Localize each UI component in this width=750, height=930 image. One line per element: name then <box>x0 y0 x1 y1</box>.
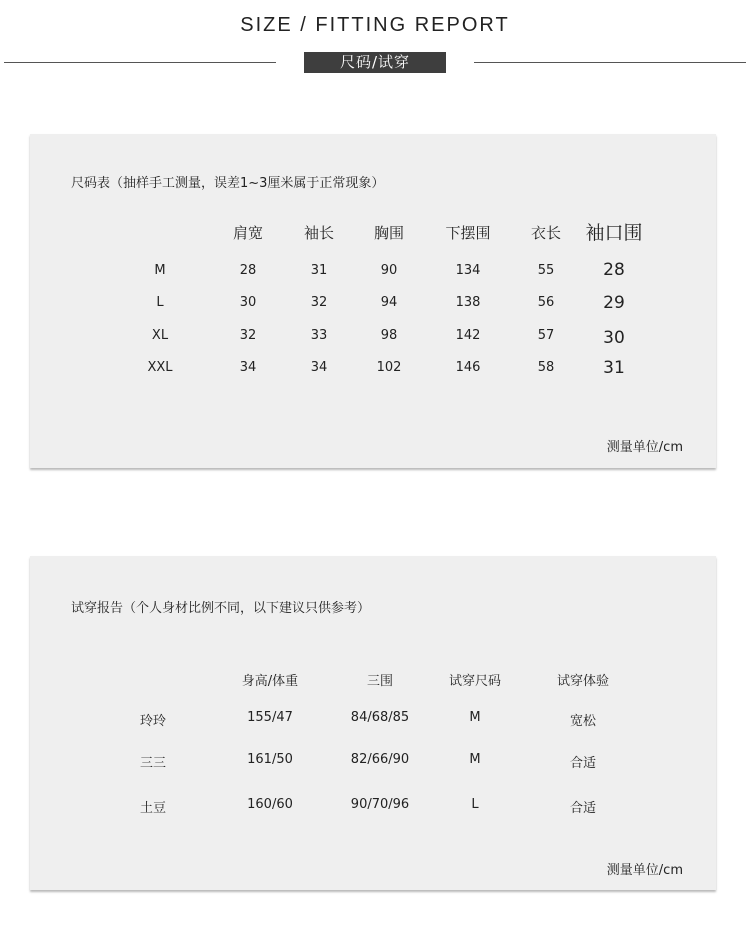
fitting-report-panel <box>30 556 716 890</box>
size-chart-cell: 94 <box>380 295 398 310</box>
size-chart-cell: 57 <box>537 328 555 343</box>
size-chart-row-label: L <box>156 295 164 310</box>
size-chart-cell: 98 <box>380 328 398 343</box>
page-title: SIZE / FITTING REPORT <box>240 14 510 36</box>
fitting-report-cell: 合适 <box>569 801 597 816</box>
size-chart-cell: 55 <box>537 263 555 278</box>
fitting-report-row-label: 土豆 <box>139 801 167 816</box>
size-chart-cell: 28 <box>239 263 257 278</box>
size-chart-cell: 29 <box>603 293 625 313</box>
size-chart-cell: 56 <box>537 295 555 310</box>
fitting-report-cell: 90/70/96 <box>350 797 410 812</box>
size-chart-cell: 32 <box>310 295 328 310</box>
fitting-report-cell: 宽松 <box>569 714 597 729</box>
section-tag: 尺码/试穿 <box>304 52 446 73</box>
size-chart-column-header: 袖长 <box>303 224 335 242</box>
header-divider-left <box>4 62 276 63</box>
fitting-report-row-label: 玲玲 <box>139 714 167 729</box>
fitting-report-row-label: 三三 <box>139 756 167 771</box>
fitting-report-cell: 160/60 <box>247 797 293 812</box>
size-chart-title: 尺码表（抽样手工测量，误差1~3厘米属于正常现象） <box>71 176 385 191</box>
size-chart-cell: 31 <box>603 358 625 378</box>
size-chart-column-header: 肩宽 <box>232 224 264 242</box>
header-divider-right <box>474 62 746 63</box>
fitting-report-cell: 合适 <box>569 756 597 771</box>
size-chart-cell: 34 <box>310 360 328 375</box>
size-chart-cell: 58 <box>537 360 555 375</box>
fitting-report-column-header: 三围 <box>366 674 394 689</box>
fitting-report-cell: L <box>471 797 479 812</box>
fitting-report-cell: 84/68/85 <box>350 710 410 725</box>
fitting-report-cell: 82/66/90 <box>350 752 410 767</box>
size-chart-unit: 测量单位/cm <box>606 440 683 455</box>
size-chart-column-header: 袖口围 <box>585 222 643 244</box>
size-chart-cell: 90 <box>380 263 398 278</box>
size-chart-cell: 31 <box>310 263 328 278</box>
size-chart-cell: 142 <box>455 328 481 343</box>
fitting-report-cell: M <box>469 752 481 767</box>
size-chart-cell: 138 <box>455 295 481 310</box>
size-chart-cell: 30 <box>239 295 257 310</box>
size-chart-cell: 33 <box>310 328 328 343</box>
fitting-report-cell: 155/47 <box>247 710 293 725</box>
size-chart-cell: 32 <box>239 328 257 343</box>
fitting-report-title: 试穿报告（个人身材比例不同，以下建议只供参考） <box>71 601 371 616</box>
fitting-report-cell: 161/50 <box>247 752 293 767</box>
size-chart-cell: 34 <box>239 360 257 375</box>
size-chart-row-label: XXL <box>147 360 173 375</box>
fitting-report-unit: 测量单位/cm <box>606 863 683 878</box>
size-chart-row-label: XL <box>151 328 169 343</box>
size-chart-cell: 102 <box>376 360 402 375</box>
size-chart-cell: 30 <box>603 328 625 348</box>
size-chart-panel <box>30 134 716 468</box>
fitting-report-column-header: 身高/体重 <box>241 674 299 689</box>
fitting-report-column-header: 试穿体验 <box>556 674 610 689</box>
size-chart-column-header: 衣长 <box>530 224 562 242</box>
size-chart-cell: 146 <box>455 360 481 375</box>
size-chart-row-label: M <box>154 263 166 278</box>
size-chart-cell: 28 <box>603 260 625 280</box>
size-chart-cell: 134 <box>455 263 481 278</box>
size-chart-column-header: 下摆围 <box>445 224 491 242</box>
size-chart-column-header: 胸围 <box>373 224 405 242</box>
fitting-report-column-header: 试穿尺码 <box>448 674 502 689</box>
fitting-report-cell: M <box>469 710 481 725</box>
